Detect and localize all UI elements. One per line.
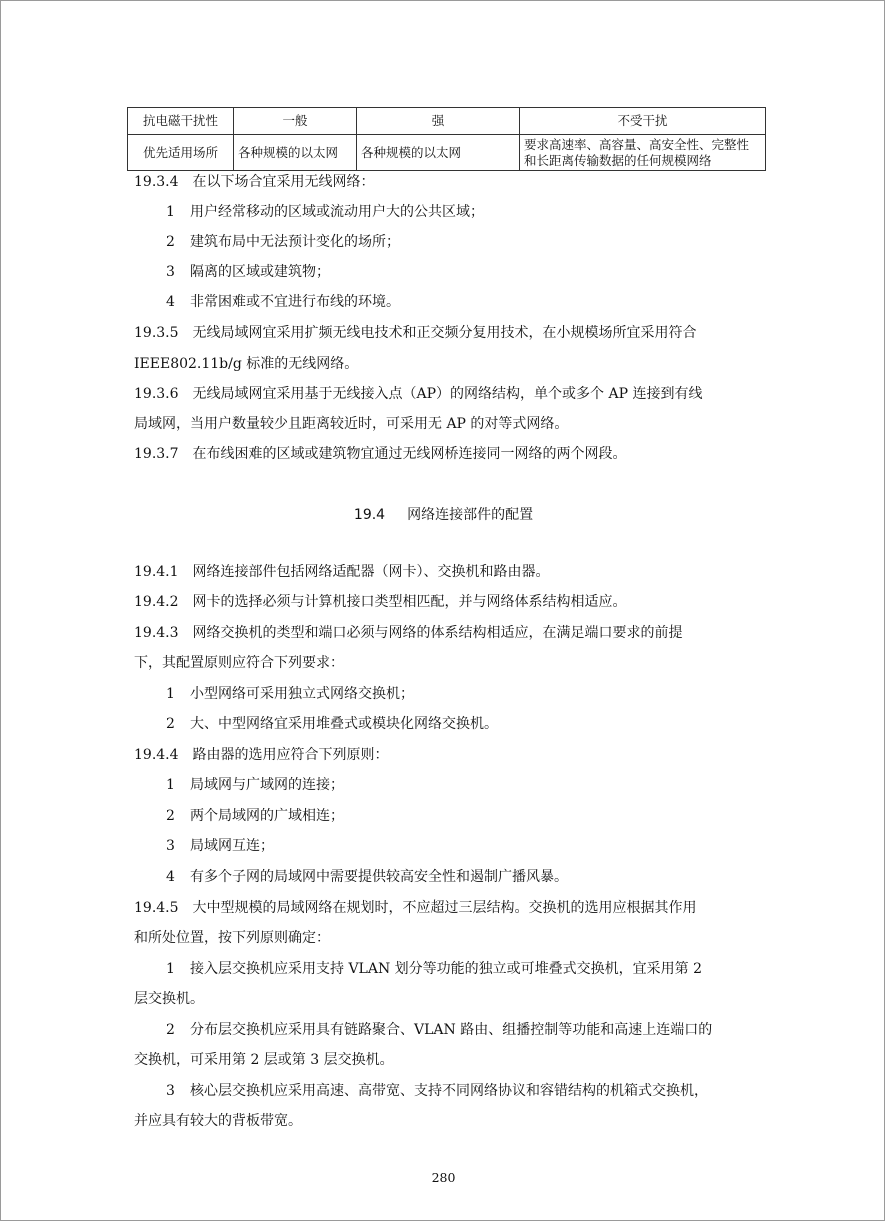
list-item xyxy=(166,263,330,281)
item-number: 2 xyxy=(166,1022,175,1038)
item-number: 3 xyxy=(166,264,175,280)
item-text: 非常困难或不宜进行布线的环境。 xyxy=(190,294,400,310)
item-number: 1 xyxy=(166,204,175,220)
section-number: 19.4 xyxy=(353,507,386,523)
clause-number: 19.3.6 xyxy=(134,386,179,402)
clause-text: 无线局域网宜采用扩频无线电技术和正交频分复用技术，在小规模场所宜采用符合 xyxy=(192,325,697,341)
clause-19-4-4 xyxy=(134,746,389,764)
item-number: 2 xyxy=(166,716,175,732)
clause-text: 路由器的选用应符合下列原则： xyxy=(192,747,389,763)
clause-19-4-3 xyxy=(134,624,683,642)
clause-text: 在以下场合宜采用无线网络： xyxy=(192,174,375,190)
list-item xyxy=(166,685,414,703)
list-item xyxy=(166,1082,708,1100)
clause-19-4-1 xyxy=(134,563,550,581)
table-cell: 一般 xyxy=(234,108,357,135)
table-cell: 优先适用场所 xyxy=(128,135,234,171)
table-row xyxy=(128,108,766,135)
item-text: 用户经常移动的区域或流动用户大的公共区域； xyxy=(190,204,484,220)
item-number: 2 xyxy=(166,808,175,824)
table-cell: 抗电磁干扰性 xyxy=(128,108,234,135)
clause-number: 19.3.4 xyxy=(134,174,179,190)
list-item xyxy=(166,233,400,251)
clause-text: 网络连接部件包括网络适配器（网卡）、交换机和路由器。 xyxy=(192,564,550,580)
list-item xyxy=(166,837,274,855)
clause-text: 大中型规模的局域网络在规划时，不应超过三层结构。交换机的选用应根据其作用 xyxy=(192,900,697,916)
list-item xyxy=(166,1021,712,1039)
clause-19-3-4 xyxy=(134,173,375,191)
clause-19-3-5 xyxy=(134,324,697,342)
item-number: 4 xyxy=(166,294,175,310)
item-text: 局域网与广域网的连接； xyxy=(190,777,344,793)
list-item xyxy=(166,293,400,311)
clause-text: 网卡的选择必须与计算机接口类型相匹配，并与网络体系结构相适应。 xyxy=(192,594,627,610)
item-number: 2 xyxy=(166,234,175,250)
item-number: 3 xyxy=(166,1083,175,1099)
item-continuation: 交换机，可采用第 2 层或第 3 层交换机。 xyxy=(134,1052,394,1068)
clause-text: 无线局域网宜采用基于无线接入点（AP）的网络结构，单个或多个 AP 连接到有线 xyxy=(192,386,703,402)
item-text: 两个局域网的广域相连； xyxy=(190,808,344,824)
clause-number: 19.4.5 xyxy=(134,900,179,916)
item-text: 小型网络可采用独立式网络交换机； xyxy=(190,686,414,702)
clause-number: 19.3.7 xyxy=(134,446,179,462)
list-item xyxy=(166,960,702,978)
table-cell: 要求高速率、高容量、高安全性、完整性和长距离传输数据的任何规模网络 xyxy=(520,135,766,171)
item-text: 分布层交换机应采用具有链路聚合、VLAN 路由、组播控制等功能和高速上连端口的 xyxy=(190,1022,713,1038)
clause-continuation: IEEE802.11b/g 标准的无线网络。 xyxy=(134,356,359,372)
list-item xyxy=(166,868,568,886)
table-cell: 各种规模的以太网 xyxy=(357,135,520,171)
item-text: 隔离的区域或建筑物； xyxy=(190,264,330,280)
list-item xyxy=(166,776,344,794)
clause-number: 19.4.4 xyxy=(134,747,179,763)
section-title: 网络连接部件的配置 xyxy=(407,507,534,523)
clause-number: 19.4.1 xyxy=(134,564,179,580)
item-text: 核心层交换机应采用高速、高带宽、支持不同网络协议和容错结构的机箱式交换机， xyxy=(190,1083,708,1099)
item-number: 1 xyxy=(166,777,175,793)
clause-continuation: 和所处位置，按下列原则确定： xyxy=(134,930,330,946)
clause-number: 19.4.3 xyxy=(134,625,179,641)
item-number: 4 xyxy=(166,869,175,885)
clause-number: 19.4.2 xyxy=(134,594,179,610)
clause-text: 在布线困难的区域或建筑物宜通过无线网桥连接同一网络的两个网段。 xyxy=(192,446,627,462)
item-text: 局域网互连； xyxy=(190,838,274,854)
table-row xyxy=(128,135,766,171)
clause-number: 19.3.5 xyxy=(134,325,179,341)
item-number: 1 xyxy=(166,961,175,977)
table-cell: 不受干扰 xyxy=(520,108,766,135)
table-cell: 各种规模的以太网 xyxy=(234,135,357,171)
clause-text: 网络交换机的类型和端口必须与网络的体系结构相适应，在满足端口要求的前提 xyxy=(192,625,683,641)
item-continuation: 层交换机。 xyxy=(134,991,204,1007)
section-heading xyxy=(1,506,885,524)
list-item xyxy=(166,203,484,221)
item-continuation: 并应具有较大的背板带宽。 xyxy=(134,1113,302,1129)
table-cell: 强 xyxy=(357,108,520,135)
clause-19-3-7 xyxy=(134,445,627,463)
comparison-table xyxy=(127,107,766,171)
list-item xyxy=(166,807,344,825)
item-number: 1 xyxy=(166,686,175,702)
page-number: 280 xyxy=(431,1170,456,1185)
item-text: 建筑布局中无法预计变化的场所； xyxy=(190,234,400,250)
clause-19-4-2 xyxy=(134,593,627,611)
clause-19-4-5 xyxy=(134,899,697,917)
list-item xyxy=(166,715,498,733)
item-text: 有多个子网的局域网中需要提供较高安全性和遏制广播风暴。 xyxy=(190,869,568,885)
item-number: 3 xyxy=(166,838,175,854)
item-text: 大、中型网络宜采用堆叠式或模块化网络交换机。 xyxy=(190,716,498,732)
clause-continuation: 下，其配置原则应符合下列要求： xyxy=(134,655,344,671)
clause-continuation: 局域网，当用户数量较少且距离较近时，可采用无 AP 的对等式网络。 xyxy=(134,416,569,432)
clause-19-3-6 xyxy=(134,385,703,403)
item-text: 接入层交换机应采用支持 VLAN 划分等功能的独立或可堆叠式交换机，宜采用第 2 xyxy=(190,961,703,977)
